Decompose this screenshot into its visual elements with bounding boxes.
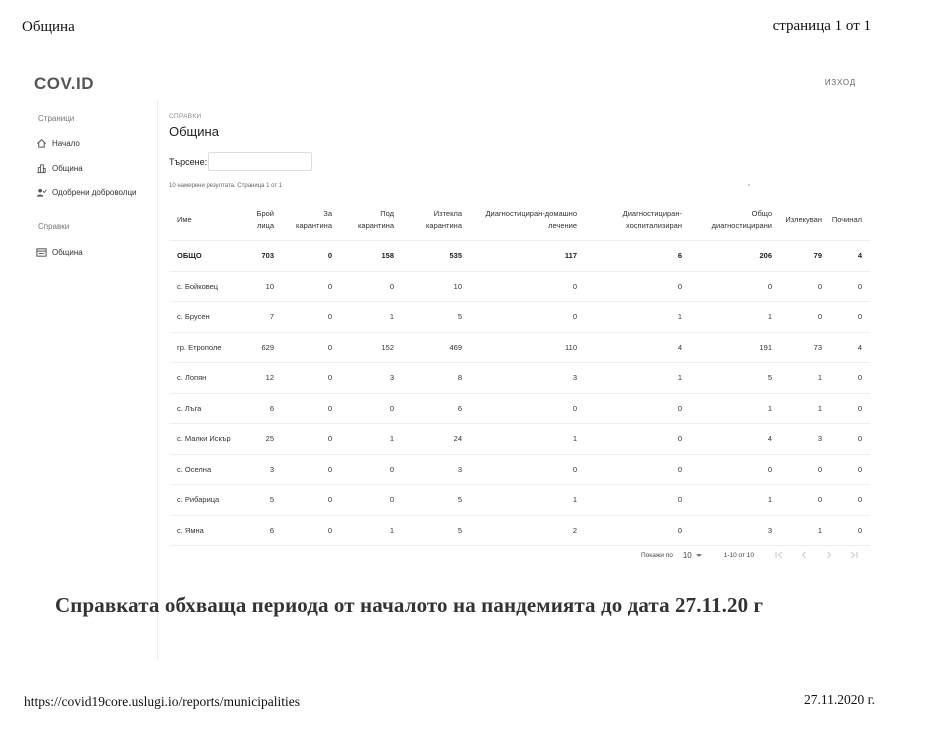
column-header-text: Изтекла [433, 209, 462, 218]
table-cell: 206 [690, 241, 780, 272]
column-header-text: Име [177, 215, 192, 224]
table-cell: 0 [282, 363, 340, 394]
table-cell: 0 [470, 393, 585, 424]
table-row [171, 302, 870, 333]
table-cell-name: с. Лопян [171, 363, 247, 394]
table-row [171, 454, 870, 485]
sidebar-item-municipality[interactable] [36, 160, 83, 176]
table-cell: 0 [282, 332, 340, 363]
sidebar-item-report-municipality[interactable] [36, 244, 83, 260]
table-row [171, 485, 870, 516]
table-cell: 6 [585, 241, 690, 272]
table-cell: 3 [470, 363, 585, 394]
table-cell: 0 [340, 454, 402, 485]
column-header-text: хоспитализиран [625, 221, 682, 230]
table-cell: 0 [830, 485, 870, 516]
column-header-text: Общо [751, 209, 772, 218]
table-cell: 0 [780, 485, 830, 516]
table-cell: 0 [780, 302, 830, 333]
content-divider [157, 100, 158, 660]
results-count: 10 намерени резултата. Страница 1 от 1 [169, 183, 283, 189]
column-header-text: лица [256, 221, 274, 230]
table-cell: 0 [830, 363, 870, 394]
table-cell: 0 [282, 241, 340, 272]
table-row [171, 393, 870, 424]
table-cell-name: с. Оселна [171, 454, 247, 485]
chevron-left-icon [799, 550, 809, 560]
table-cell: 0 [282, 393, 340, 424]
column-header-text: карантина [295, 221, 332, 230]
person-check-icon [36, 187, 47, 198]
table-cell: 0 [470, 302, 585, 333]
table-cell: 1 [780, 363, 830, 394]
column-header-text: Починал [831, 215, 862, 224]
table-cell: 110 [470, 332, 585, 363]
table-header-row [171, 200, 870, 241]
column-header-text: Брой [256, 209, 274, 218]
column-header-text: Диагностициран- [622, 209, 682, 218]
logout-button[interactable]: ИЗХОД [824, 78, 856, 87]
pagination-nav [772, 550, 872, 560]
table-cell: 0 [585, 271, 690, 302]
rows-per-page-label: Покажи по [641, 551, 673, 559]
page-title: Община [169, 124, 219, 139]
table-cell: 1 [690, 393, 780, 424]
table-cell: 0 [282, 515, 340, 546]
table-cell: 1 [585, 363, 690, 394]
table-cell: 1 [340, 515, 402, 546]
table-cell: 5 [402, 515, 470, 546]
table-cell: 1 [780, 393, 830, 424]
decorative-dot [748, 184, 750, 186]
table-cell: 0 [340, 271, 402, 302]
table-row [171, 515, 870, 546]
table-cell: 0 [830, 454, 870, 485]
last-page-icon [849, 550, 859, 560]
table-cell: 12 [247, 363, 282, 394]
period-note: Справката обхваща периода от началото на пандемията до дата 27.11.20 г [55, 593, 764, 617]
table-cell: 10 [247, 271, 282, 302]
table-cell: 0 [585, 485, 690, 516]
table-cell-name: с. Рибарица [171, 485, 247, 516]
first-page-button[interactable] [772, 550, 786, 560]
column-header-text: лечение [548, 221, 577, 230]
table-cell: 0 [830, 424, 870, 455]
column-header[interactable] [690, 200, 780, 241]
table-cell: 0 [780, 454, 830, 485]
app-logo[interactable]: COV.ID [34, 74, 95, 93]
rows-per-page-select[interactable] [683, 551, 702, 560]
table-cell: 1 [470, 485, 585, 516]
column-header[interactable] [585, 200, 690, 241]
column-header[interactable] [340, 200, 402, 241]
sidebar-item-label: Община [52, 247, 83, 257]
column-header-text: карантина [357, 221, 394, 230]
column-header-text: За [323, 209, 332, 218]
table-cell: 25 [247, 424, 282, 455]
table-cell: 1 [340, 302, 402, 333]
column-header[interactable] [171, 200, 247, 241]
table-total-row [171, 241, 870, 272]
table-cell-name: с. Брусен [171, 302, 247, 333]
table-cell: 1 [780, 515, 830, 546]
sidebar-section-reports: Справки [38, 222, 70, 231]
table-cell-name: с. Малки Искър [171, 424, 247, 455]
table-cell: 3 [780, 424, 830, 455]
table-cell: 0 [585, 515, 690, 546]
column-header[interactable] [402, 200, 470, 241]
table-cell: 0 [470, 454, 585, 485]
table-cell: 158 [340, 241, 402, 272]
column-header-text: Излекуван [785, 215, 822, 224]
table-cell: 3 [247, 454, 282, 485]
search-input[interactable] [208, 152, 312, 171]
table-cell-name: ОБЩО [171, 241, 247, 272]
table-row [171, 424, 870, 455]
table-cell: 73 [780, 332, 830, 363]
table-cell: 0 [585, 454, 690, 485]
column-header[interactable] [780, 200, 830, 241]
column-header[interactable] [470, 200, 585, 241]
table-row [171, 271, 870, 302]
next-page-button[interactable] [822, 550, 836, 560]
column-header[interactable] [282, 200, 340, 241]
table-cell: 1 [470, 424, 585, 455]
table-cell: 0 [282, 485, 340, 516]
table-cell: 0 [282, 454, 340, 485]
print-page-number: страница 1 от 1 [772, 18, 871, 34]
table-cell: 152 [340, 332, 402, 363]
table-cell: 0 [282, 302, 340, 333]
print-footer-date: 27.11.2020 г. [803, 692, 875, 707]
prev-page-button[interactable] [797, 550, 811, 560]
sidebar-section-pages: Страници [38, 114, 75, 123]
column-header[interactable] [830, 200, 870, 241]
first-page-icon [774, 550, 784, 560]
table-cell: 629 [247, 332, 282, 363]
municipality-table [171, 200, 870, 546]
column-header-text: Под [380, 209, 394, 218]
sidebar-item-volunteers[interactable] [36, 184, 137, 200]
table-cell: 6 [247, 515, 282, 546]
table-cell: 3 [402, 454, 470, 485]
table-cell: 3 [340, 363, 402, 394]
breadcrumb[interactable]: СПРАВКИ [169, 113, 202, 120]
table-cell: 5 [402, 302, 470, 333]
table-row [171, 332, 870, 363]
table-cell: 1 [585, 302, 690, 333]
table-cell-name: с. Лъга [171, 393, 247, 424]
table-cell-name: с. Ямна [171, 515, 247, 546]
table-cell: 0 [780, 271, 830, 302]
chevron-right-icon [824, 550, 834, 560]
sidebar-item-label: Начало [52, 138, 80, 148]
table-cell: 469 [402, 332, 470, 363]
rows-per-page-value: 10 [682, 550, 692, 560]
sidebar-item-label: Одобрени доброволци [52, 187, 137, 197]
building-icon [36, 163, 47, 174]
column-header-text: диагностицирани [711, 221, 772, 230]
table-cell: 5 [247, 485, 282, 516]
table-cell: 4 [830, 332, 870, 363]
table-cell: 5 [690, 363, 780, 394]
table-cell: 1 [690, 302, 780, 333]
table-cell: 1 [340, 424, 402, 455]
last-page-button[interactable] [847, 550, 861, 560]
table-cell: 4 [690, 424, 780, 455]
sidebar-item-home[interactable] [36, 135, 80, 151]
table-cell: 3 [690, 515, 780, 546]
table-cell: 4 [830, 241, 870, 272]
table-cell: 5 [402, 485, 470, 516]
table-cell: 0 [830, 271, 870, 302]
column-header-text: карантина [425, 221, 462, 230]
search-label: Търсене: [169, 157, 208, 167]
table-cell: 0 [690, 454, 780, 485]
table-cell: 0 [340, 485, 402, 516]
page-range: 1-10 от 10 [723, 551, 755, 559]
table-cell-name: с. Бойковец [171, 271, 247, 302]
table-cell: 0 [470, 271, 585, 302]
table-row [171, 363, 870, 394]
table-cell: 24 [402, 424, 470, 455]
column-header[interactable] [247, 200, 282, 241]
table-cell: 7 [247, 302, 282, 333]
report-icon [36, 247, 47, 258]
table-cell: 0 [282, 424, 340, 455]
table-cell: 0 [830, 302, 870, 333]
table-cell: 117 [470, 241, 585, 272]
print-footer-url: https://covid19core.uslugi.io/reports/municipalities [24, 694, 300, 709]
print-header-title: Община [22, 19, 75, 35]
table-cell: 0 [830, 393, 870, 424]
table-cell: 0 [690, 271, 780, 302]
table-cell: 4 [585, 332, 690, 363]
table-cell: 535 [402, 241, 470, 272]
table-cell: 1 [690, 485, 780, 516]
table-cell: 0 [585, 393, 690, 424]
table-cell: 0 [282, 271, 340, 302]
column-header-text: Диагностициран-домашно [485, 209, 577, 218]
table-cell: 0 [830, 515, 870, 546]
table-cell-name: гр. Етрополе [171, 332, 247, 363]
pagination [641, 549, 872, 561]
table-cell: 703 [247, 241, 282, 272]
table-cell: 8 [402, 363, 470, 394]
table-cell: 79 [780, 241, 830, 272]
table-cell: 10 [402, 271, 470, 302]
table-cell: 6 [402, 393, 470, 424]
table-cell: 0 [340, 393, 402, 424]
table-cell: 6 [247, 393, 282, 424]
table-cell: 191 [690, 332, 780, 363]
table-cell: 2 [470, 515, 585, 546]
sidebar-item-label: Община [52, 163, 83, 173]
caret-down-icon [696, 554, 702, 557]
home-icon [36, 138, 47, 149]
table-cell: 0 [585, 424, 690, 455]
